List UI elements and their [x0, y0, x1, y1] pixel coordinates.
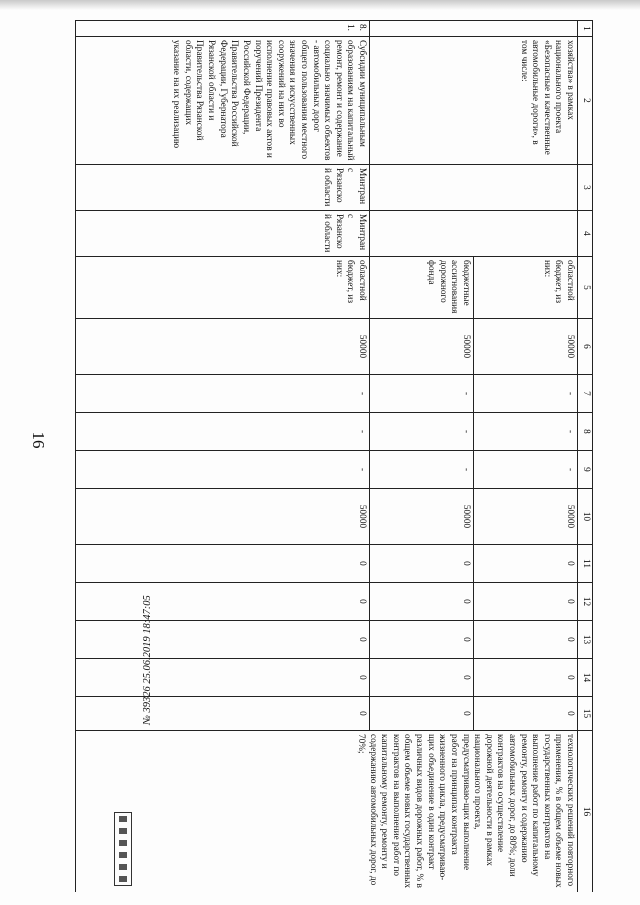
program-table	[75, 20, 593, 892]
col-header: 8	[578, 413, 593, 451]
cell-value: 50000	[76, 319, 370, 375]
rotated-table	[75, 20, 593, 892]
cell-value: 50000	[370, 319, 474, 375]
scan-edge	[0, 0, 640, 10]
coexecutor	[370, 211, 578, 257]
cell-value: 50000	[474, 319, 578, 375]
cell-value: -	[474, 413, 578, 451]
col-header: 13	[578, 621, 593, 659]
cell-value: 50000	[474, 489, 578, 545]
cell-value: -	[474, 375, 578, 413]
col-header: 14	[578, 659, 593, 697]
col-header: 1	[578, 21, 593, 37]
col-header: 6	[578, 319, 593, 375]
measure-name: хозяйства» в рамках национального проекта «Безопасные и качественные автомобильные дороги», в том числе:	[370, 37, 578, 165]
col-header: 9	[578, 451, 593, 489]
header-row	[578, 21, 593, 893]
col-header: 7	[578, 375, 593, 413]
col-header: 15	[578, 697, 593, 731]
executor: Минтранс Рязанской области	[76, 165, 370, 211]
target-indicator: технологических решений повторного применения, % в общем объеме новых государственных контрактов на выполнение работ по капитальному ремонту, ремонту и содержанию автомобильных дорог, до 80%; доли контрактов на осуществление дорожной деятельности в рамках национального проекта, предусматриваю-щих выполнение работ на принципах контракта жизненного цикла, предусматриваю-щих объединение в один контракт различных видов дорожных работ, % в общем объеме новых государственных контрактов на выполнение работ по капитальному ремонту, ремонту и содержанию автомобильных дорог, до 70%;	[76, 731, 578, 893]
cell-value: -	[76, 375, 370, 413]
row-number	[370, 21, 578, 37]
col-header: 12	[578, 583, 593, 621]
cell-value: 0	[370, 697, 474, 731]
cell-value: 0	[474, 583, 578, 621]
cell-value: -	[370, 375, 474, 413]
funding-source: областной бюджет, из них:	[76, 257, 370, 319]
cell-value: -	[76, 413, 370, 451]
cell-value: 50000	[76, 489, 370, 545]
col-header: 11	[578, 545, 593, 583]
row-number: 8.1.	[76, 21, 370, 37]
cell-value: 0	[370, 583, 474, 621]
cell-value: 0	[76, 621, 370, 659]
page-number: 16	[29, 431, 48, 449]
cell-value: 0	[370, 621, 474, 659]
col-header: 16	[578, 731, 593, 893]
cell-value: 0	[76, 583, 370, 621]
barcode-stamp	[114, 812, 132, 886]
executor	[370, 165, 578, 211]
cell-value: 0	[474, 659, 578, 697]
cell-value: 0	[474, 697, 578, 731]
cell-value: -	[76, 451, 370, 489]
registration-note: № 39326 25.06.2019 18:47:05	[142, 595, 153, 725]
funding-source: областной бюджет, из них:	[474, 257, 578, 319]
col-header: 10	[578, 489, 593, 545]
rotated-table-frame	[75, 20, 593, 892]
cell-value: -	[370, 413, 474, 451]
cell-value: 0	[474, 545, 578, 583]
cell-value: -	[370, 451, 474, 489]
cell-value: 0	[370, 659, 474, 697]
cell-value: 0	[76, 659, 370, 697]
cell-value: 0	[474, 621, 578, 659]
cell-value: 0	[76, 697, 370, 731]
measure-name: Субсидии муниципальным образованиям на капитальный ремонт, ремонт и содержание социально значимых объектов - автомобильных дорог общего пользования местного значения и искусственных сооружений на них во исполнение правовых актов и поручений Президента Российской Федерации, Правительства Российской Федерации, Губернатора Рязанской области и Правительства Рязанской области, содержащих указание на их реализацию	[76, 37, 370, 165]
cell-value: -	[474, 451, 578, 489]
cell-value: 50000	[370, 489, 474, 545]
col-header: 3	[578, 165, 593, 211]
table-row	[474, 21, 578, 893]
cell-value: 0	[370, 545, 474, 583]
col-header: 2	[578, 37, 593, 165]
col-header: 5	[578, 257, 593, 319]
cell-value: 0	[76, 545, 370, 583]
col-header: 4	[578, 211, 593, 257]
funding-source: бюджетные ассигнования дорожного фонда	[370, 257, 474, 319]
coexecutor: Минтранс Рязанской области	[76, 211, 370, 257]
